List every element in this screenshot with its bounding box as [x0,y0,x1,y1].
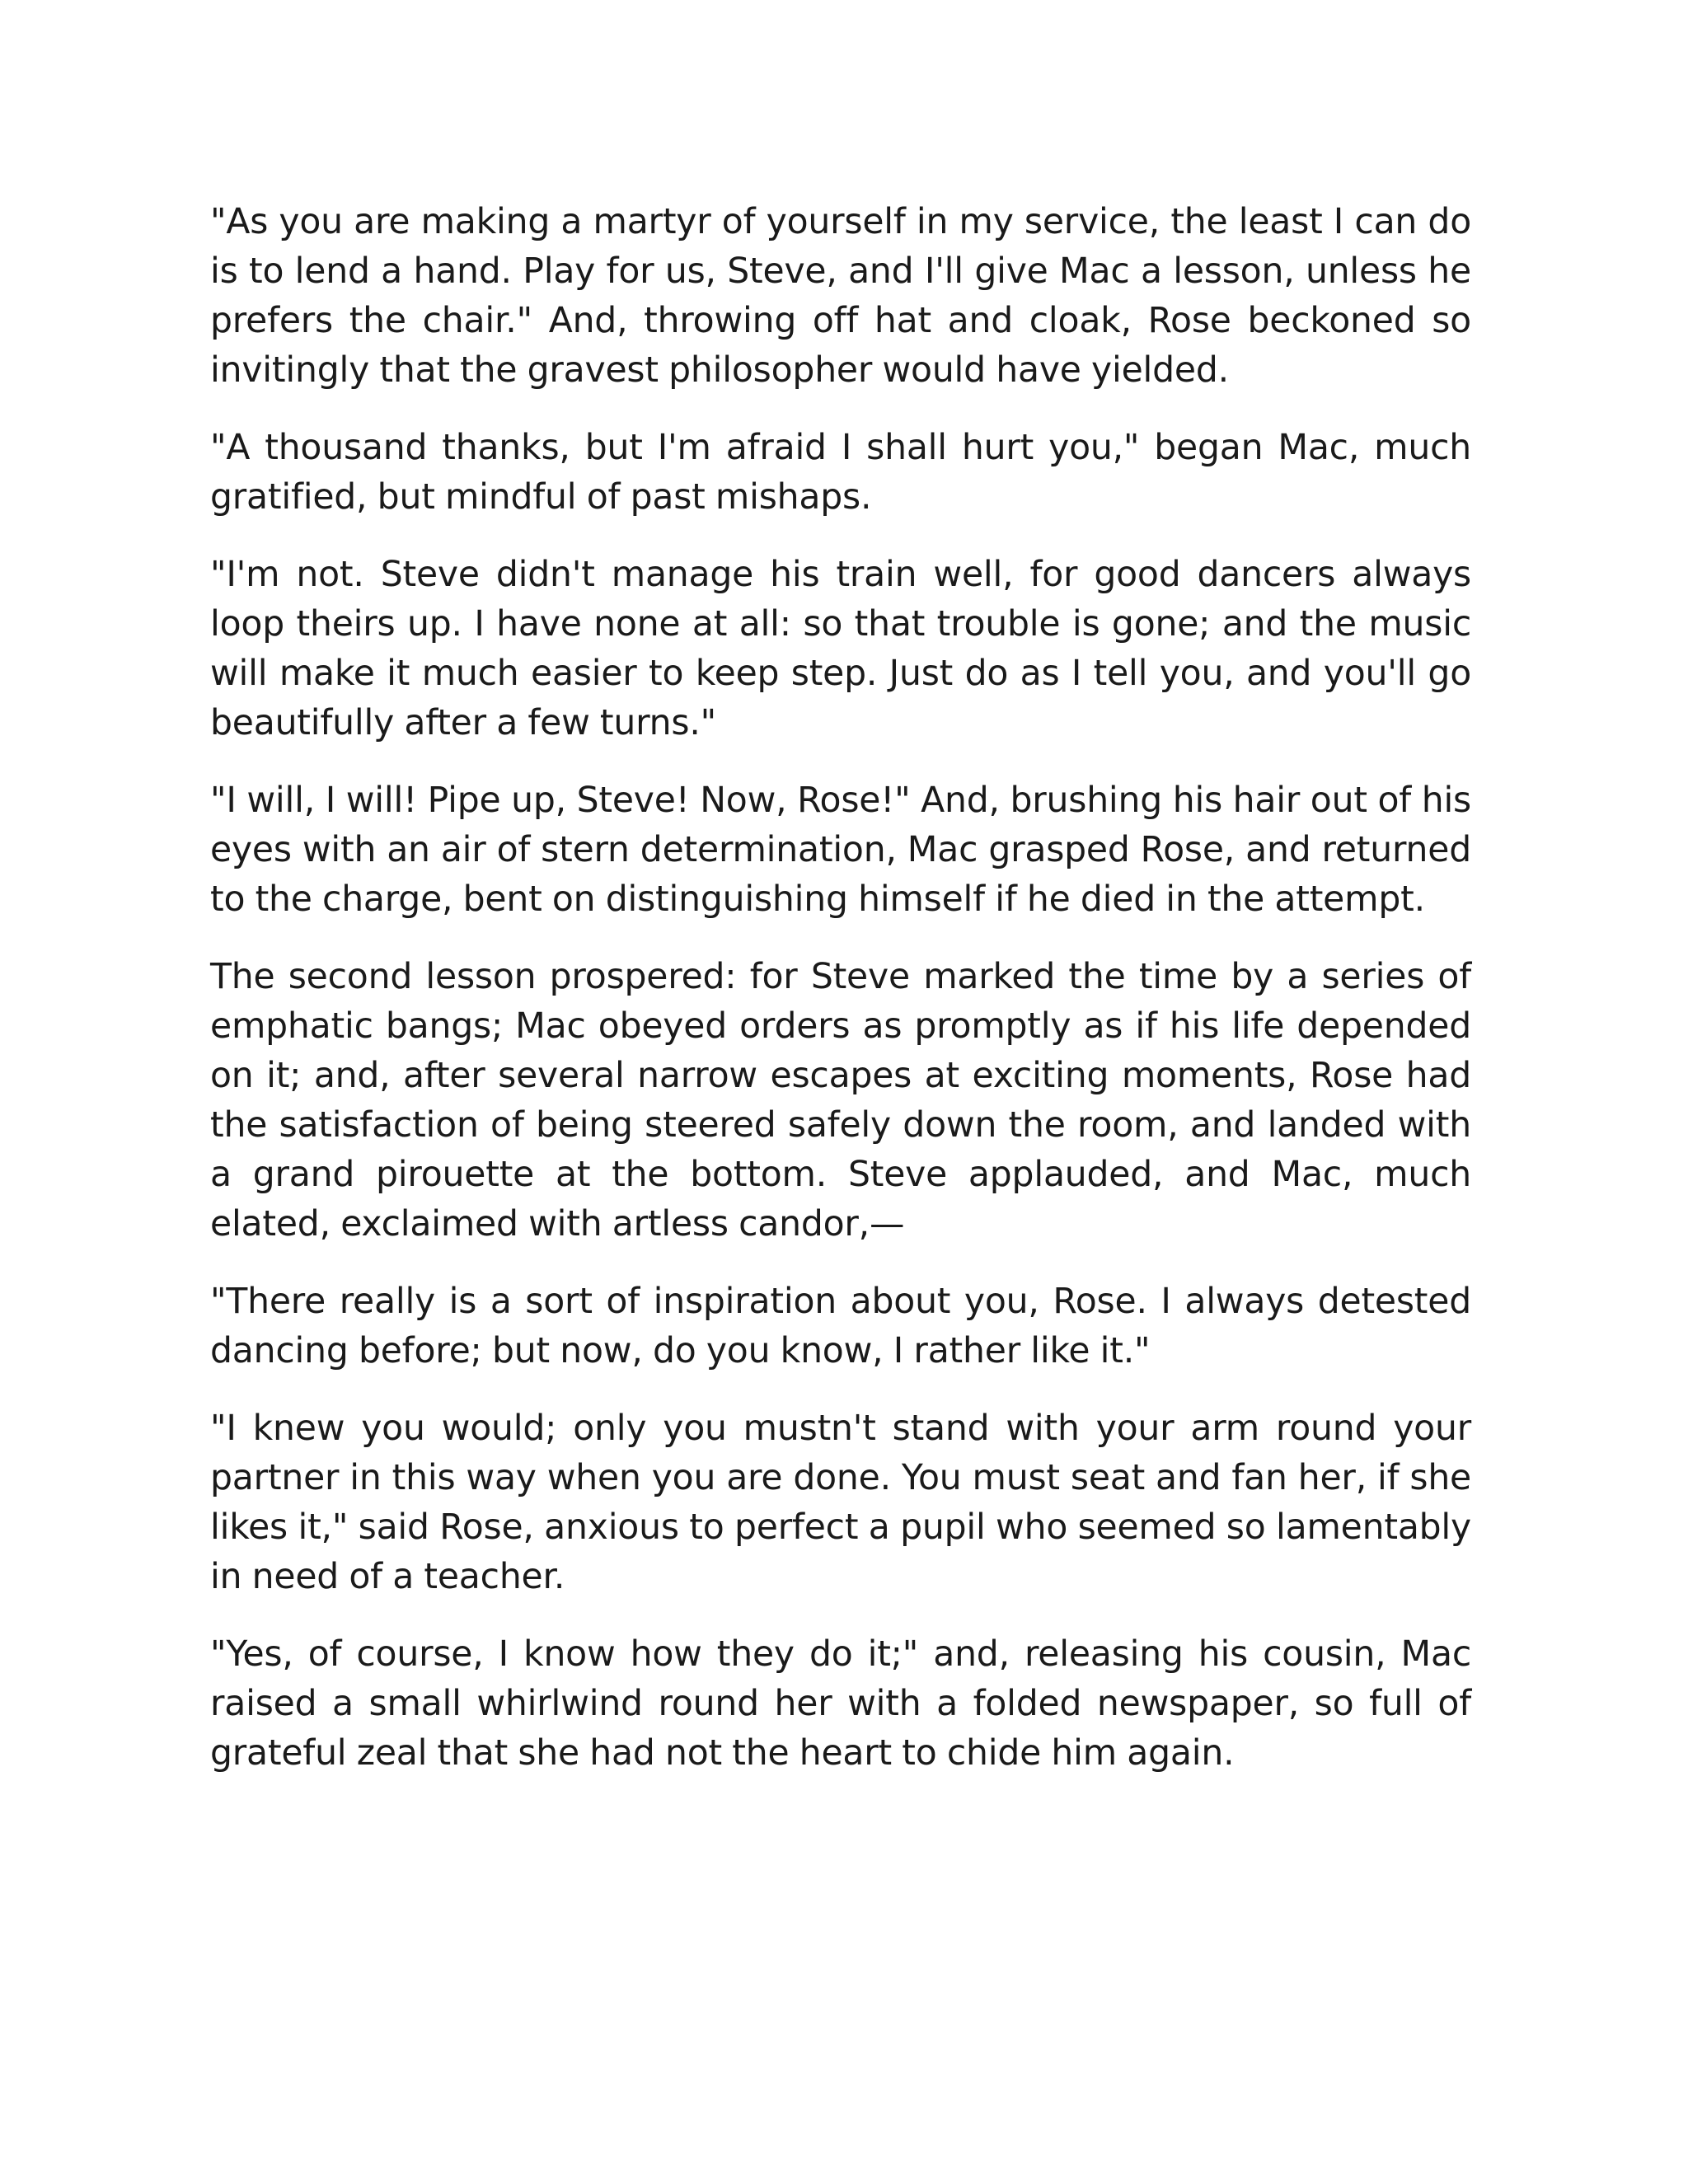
paragraph: "I knew you would; only you mustn't stand with your arm round your partner in this way when you are done. You must seat and fan her, if she likes it," said Rose, anxious to perfect a pupil who seemed so lamentably in need of a teacher. [210,1408,1471,1597]
body-text [210,198,1471,1807]
paragraph: The second lesson prospered: for Steve marked the time by a series of emphatic bangs; Mac obeyed orders as promptly as if his life depended on it; and, after several narrow escapes at exciting moments, Rose had the satisfaction of being steered safely down the room, and landed with a grand pirouette at the bottom. Steve applauded, and Mac, much elated, exclaimed with artless candor,— [210,957,1471,1244]
paragraph: "Yes, of course, I know how they do it;" and, releasing his cousin, Mac raised a small whirlwind round her with a folded newspaper, so full of grateful zeal that she had not the heart to chide him again. [210,1634,1471,1774]
paragraph: "As you are making a martyr of yourself in my service, the least I can do is to lend a hand. Play for us, Steve, and I'll give Mac a lesson, unless he prefers the chair." And, throwing off hat and cloak, Rose beckoned so invitingly that the gravest philosopher would have yielded. [210,202,1471,391]
paragraph: "There really is a sort of inspiration about you, Rose. I always detested dancing before; but now, do you know, I rather like it." [210,1282,1471,1371]
paragraph: "I'm not. Steve didn't manage his train well, for good dancers always loop theirs up. I have none at all: so that trouble is gone; and the music will make it much easier to keep step. Just do as I tell you, and you'll go beautifully after a few turns." [210,555,1471,743]
paragraph: "I will, I will! Pipe up, Steve! Now, Rose!" And, brushing his hair out of his eyes with an air of stern determination, Mac grasped Rose, and returned to the charge, bent on distinguishing himself if he died in the attempt. [210,780,1471,920]
paragraph: "A thousand thanks, but I'm afraid I shall hurt you," began Mac, much gratified, but mindful of past mishaps. [210,428,1471,518]
